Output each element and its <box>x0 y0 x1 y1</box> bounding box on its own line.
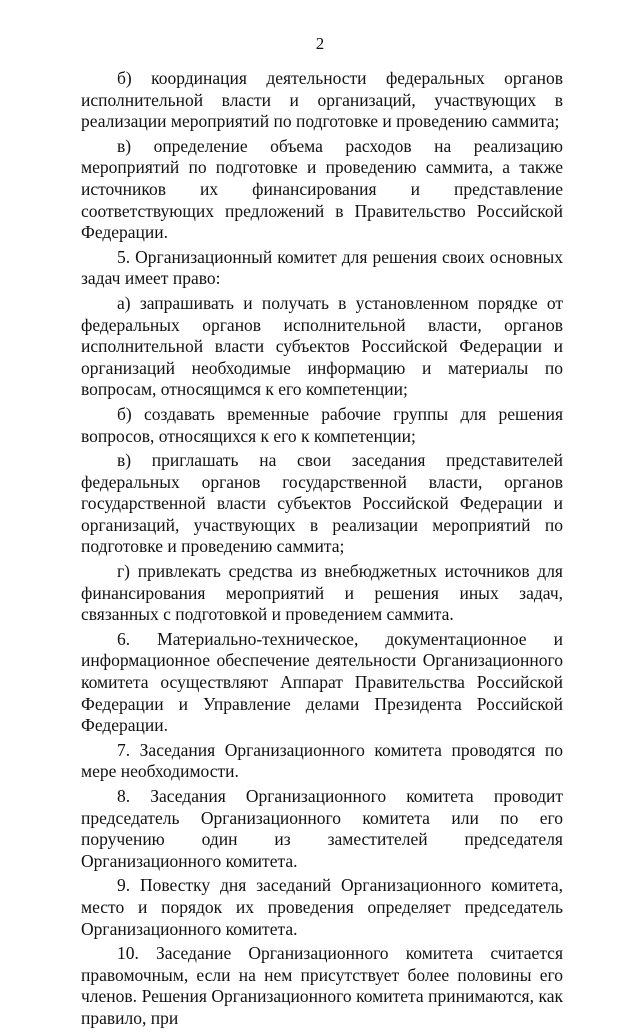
paragraph-g-funds: г) привлекать средства из внебюджетных источников для финансирования мероприятий и решения иных задач, связанных с подготовкой и проведением саммита. <box>81 561 563 625</box>
paragraph-5-rights: 5. Организационный комитет для решения своих основных задач имеет право: <box>81 246 563 289</box>
paragraph-a-request: а) запрашивать и получать в установленном порядке от федеральных органов исполнительной власти, органов исполнительной власти субъектов Российской Федерации и организаций необходимые информацию и материалы по вопросам, относящимся к его компетенции; <box>81 292 563 400</box>
paragraph-9-agenda: 9. Повестку дня заседаний Организационного комитета, место и порядок их проведения определяет председатель Организационного комитета. <box>81 875 563 939</box>
document-body <box>81 68 563 1033</box>
paragraph-10-quorum: 10. Заседание Организационного комитета считается правомочным, если на нем присутствует более половины его членов. Решения Организационного комитета принимаются, как правило, при <box>81 943 563 1028</box>
paragraph-8-chair: 8. Заседания Организационного комитета проводит председатель Организационного комитета или по его поручению один из заместителей председателя Организационного комитета. <box>81 786 563 871</box>
paragraph-v-invite: в) приглашать на свои заседания представителей федеральных органов государственной власти, органов государственной власти субъектов Российской Федерации и организаций, участвующих в реализации мероприятий по подготовке и проведению саммита; <box>81 450 563 557</box>
page-number: 2 <box>315 34 325 53</box>
paragraph-b-working-groups: б) создавать временные рабочие группы для решения вопросов, относящихся к его к компетенции; <box>81 403 563 446</box>
paragraph-6-support: 6. Материально-техническое, документационное и информационное обеспечение деятельности Организационного комитета осуществляют Аппарат Правительства Российской Федерации и Управление делами Президента Российской Федерации. <box>81 628 563 736</box>
paragraph-v-expenses: в) определение объема расходов на реализацию мероприятий по подготовке и проведению саммита, а также источников их финансирования и представление соответствующих предложений в Правительство Российской Федерации. <box>81 135 563 243</box>
paragraph-b-coordination: б) координация деятельности федеральных органов исполнительной власти и организаций, участвующих в реализации мероприятий по подготовке и проведению саммита; <box>81 68 563 132</box>
paragraph-7-meetings: 7. Заседания Организационного комитета проводятся по мере необходимости. <box>81 739 563 782</box>
